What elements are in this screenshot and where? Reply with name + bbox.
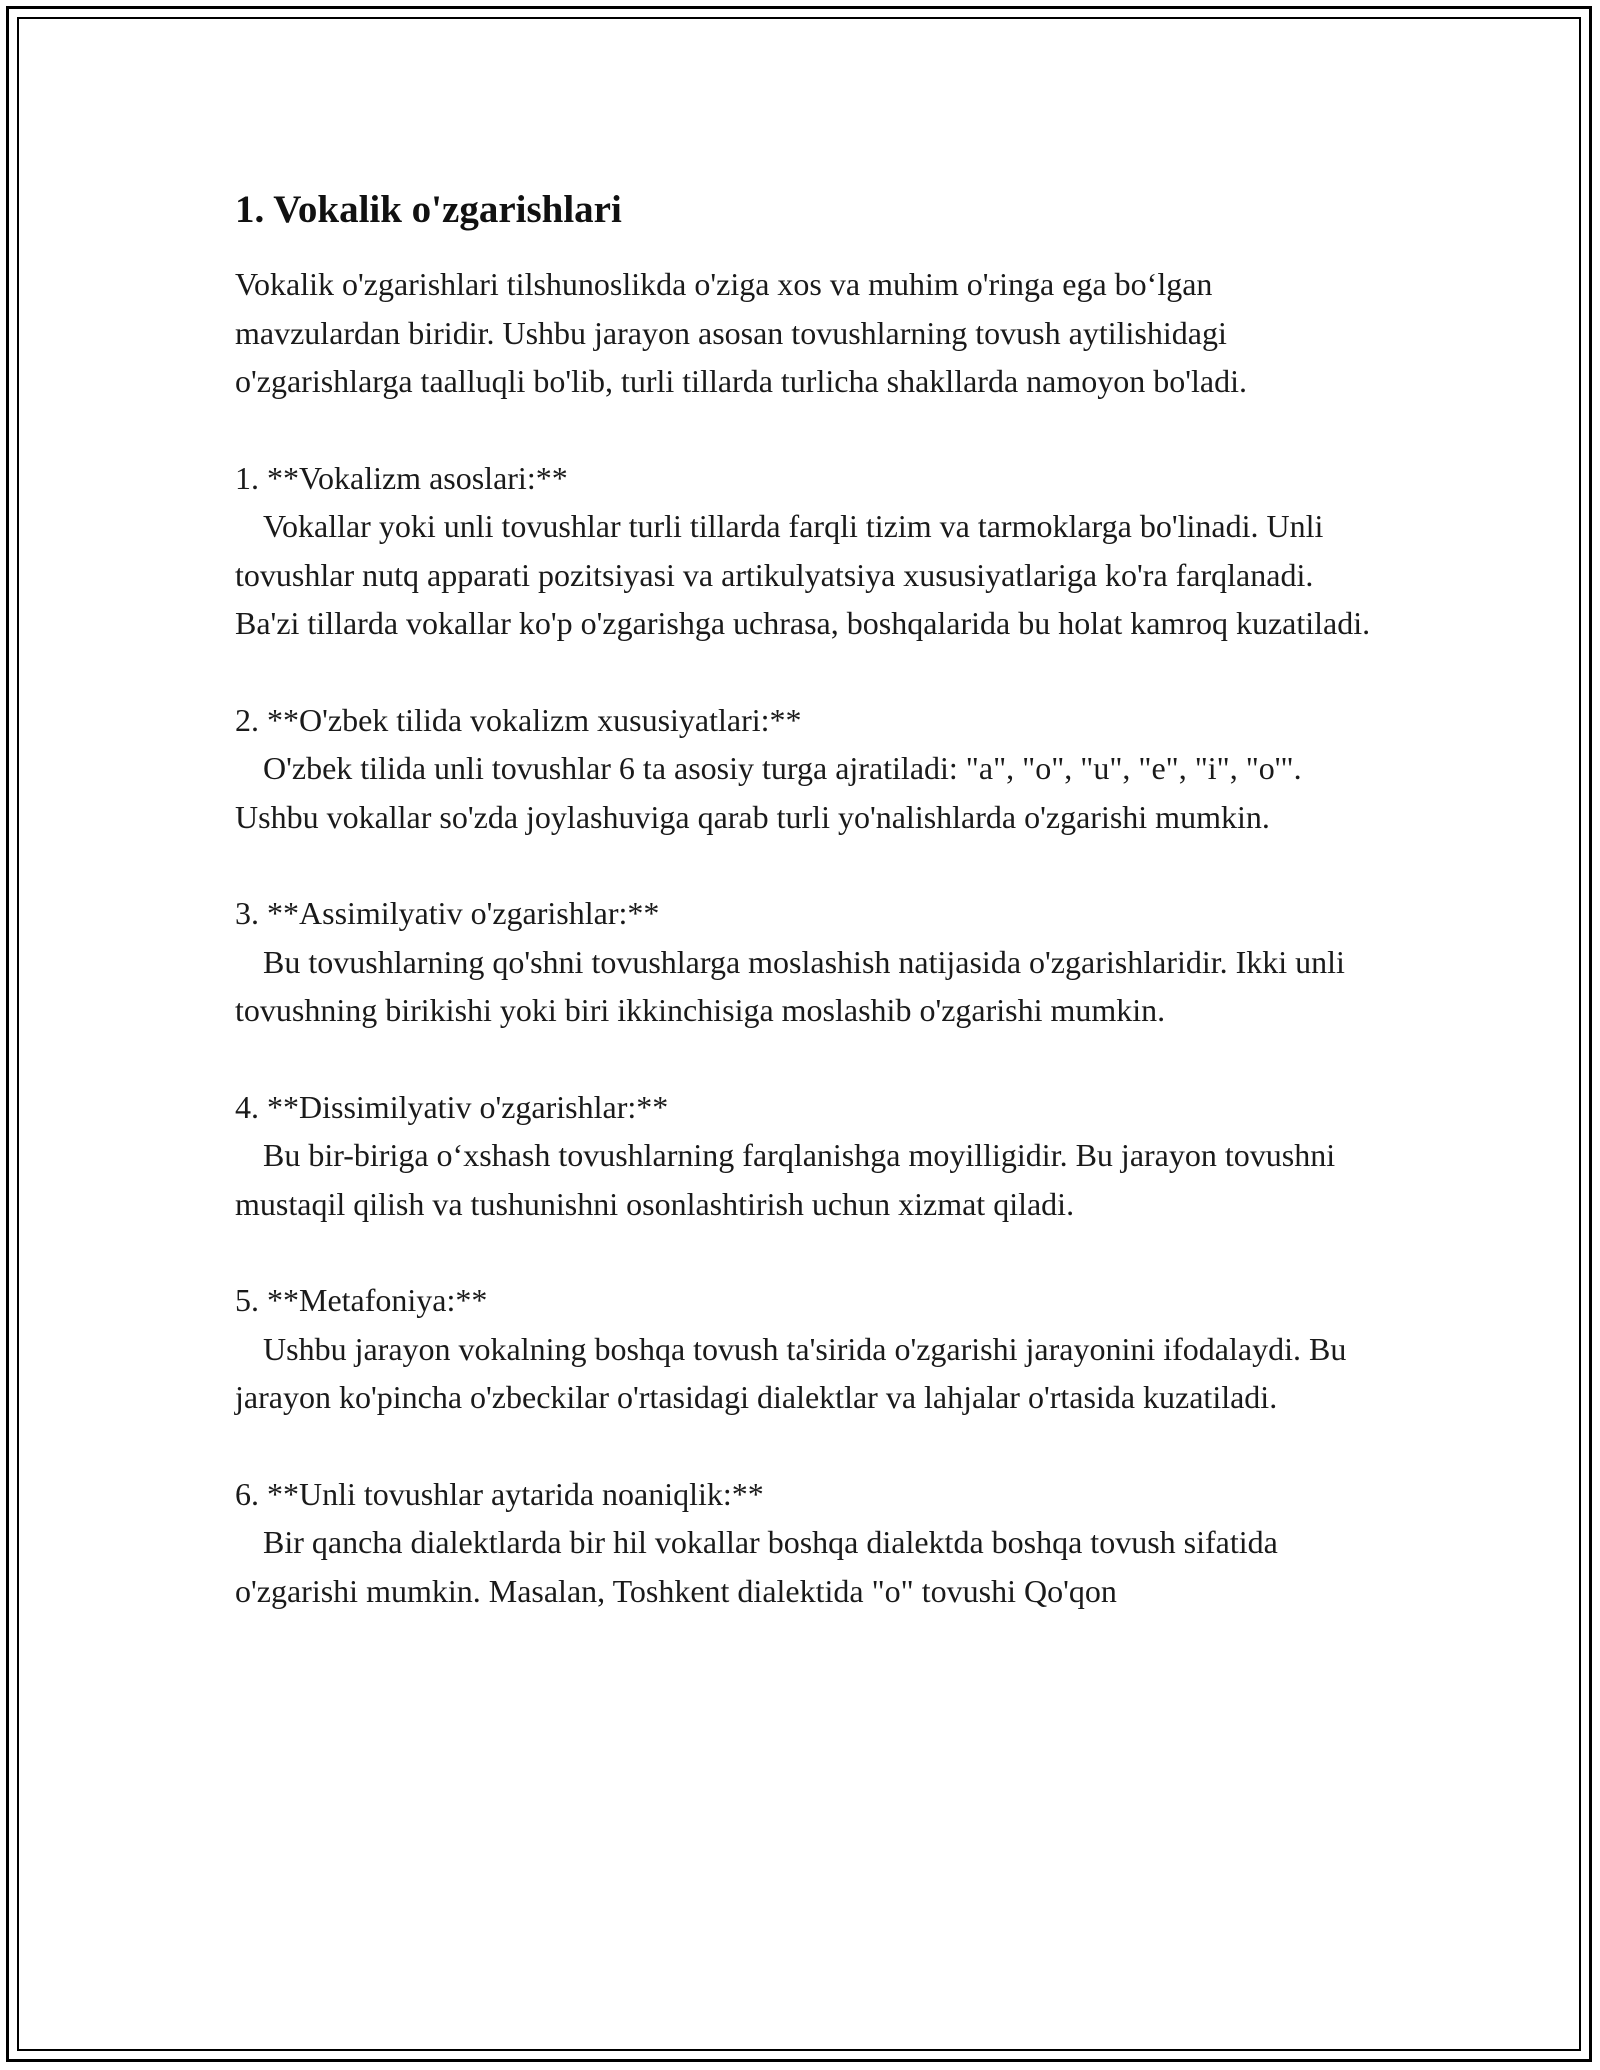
section-assimilyativ (235, 889, 1385, 1035)
document-title: 1. Vokalik o'zgarishlari (235, 188, 622, 231)
section-heading: 2. **O'zbek tilida vokalizm xususiyatlari:** (235, 701, 802, 738)
section-metafoniya (235, 1276, 1385, 1422)
section-body: Ushbu jarayon vokalning boshqa tovush ta'sirida o'zgarishi jarayonini ifodalaydi. Bu jarayon ko'pincha o'zbeckilar o'rtasidagi dialektlar va lahjalar o'rtasida kuzatiladi. (235, 1330, 1347, 1415)
section-heading: 1. **Vokalizm asoslari:** (235, 459, 568, 496)
section-heading: 4. **Dissimilyativ o'zgarishlar:** (235, 1088, 669, 1125)
section-body: O'zbek tilida unli tovushlar 6 ta asosiy turga ajratiladi: "a", "o", "u", "e", "i", "o'". Ushbu vokallar so'zda joylashuviga qarab turli yo'nalishlarda o'zgarishi mumkin. (235, 750, 1302, 835)
section-body: Bu bir-biriga o‘xshash tovushlarning farqlanishga moyilligidir. Bu jarayon tovushni mustaqil qilish va tushunishni osonlashtirish uchun xizmat qiladi. (235, 1137, 1336, 1222)
section-vokalizm-asoslari (235, 454, 1385, 648)
section-noaniqlik (235, 1470, 1385, 1616)
section-heading: 3. **Assimilyativ o'zgarishlar:** (235, 895, 660, 931)
section-heading: 5. **Metafoniya:** (235, 1282, 488, 1318)
section-dissimilyativ (235, 1083, 1385, 1229)
section-body: Bir qancha dialektlarda bir hil vokallar boshqa dialektda boshqa tovush sifatida o'zgarishi mumkin. Masalan, Toshkent dialektida "o" tovushi Qo'qon (235, 1524, 1278, 1609)
section-heading: 6. **Unli tovushlar aytarida noaniqlik:** (235, 1475, 764, 1512)
document-content (235, 186, 1385, 1615)
section-body: Vokallar yoki unli tovushlar turli tillarda farqli tizim va tarmoklarga bo'linadi. Unli tovushlar nutq apparati pozitsiyasi va artikulyatsiya xususiyatlariga ko'ra farqlanadi. Ba'zi tillarda vokallar ko'p o'zgarishga uchrasa, boshqalarida bu holat kamroq kuzatiladi. (235, 508, 1371, 641)
section-body: Bu tovushlarning qo'shni tovushlarga moslashish natijasida o'zgarishlaridir. Ikki unli tovushning birikishi yoki biri ikkinchisiga moslashib o'zgarishi mumkin. (235, 943, 1345, 1028)
intro-paragraph: Vokalik o'zgarishlari tilshunoslikda o'ziga xos va muhim o'ringa ega bo‘lgan mavzulardan biridir. Ushbu jarayon asosan tovushlarning tovush aytilishidagi o'zgarishlarga taalluqli bo'lib, turli tillarda turlicha shakllarda namoyon bo'ladi. (235, 266, 1247, 399)
section-ozbek-vokalizm (235, 696, 1385, 842)
